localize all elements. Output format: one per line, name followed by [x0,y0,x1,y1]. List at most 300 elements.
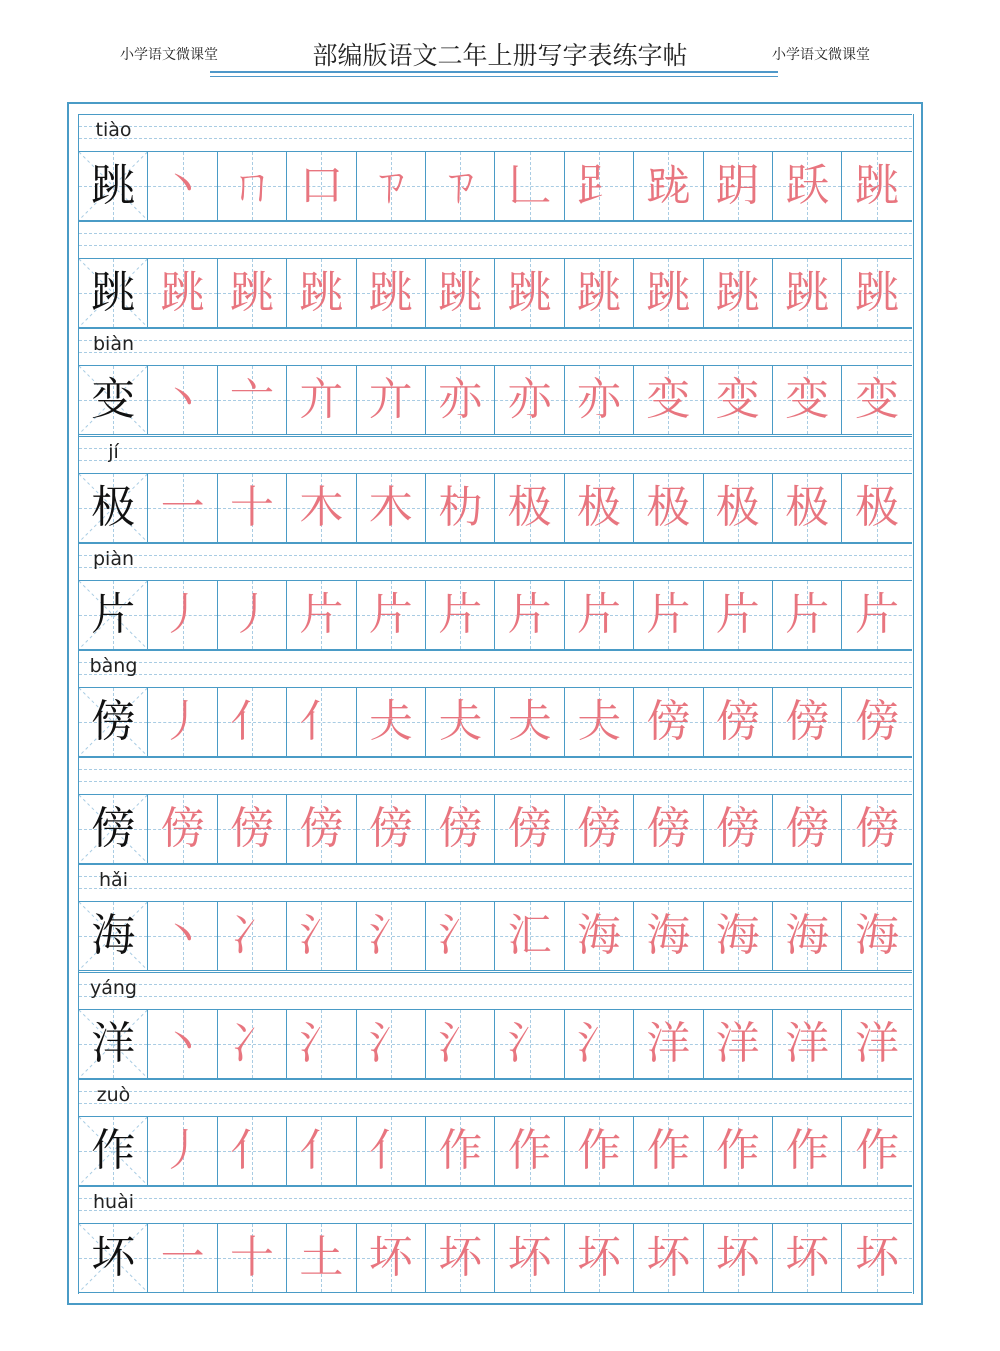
trace-cell [634,152,703,220]
trace-cell [495,1010,564,1078]
trace-cell [565,1117,634,1185]
trace-cell [426,152,495,220]
trace-cell [773,795,842,863]
stroke-step-character: 傍 [785,696,830,747]
stroke-step-character: 亣 [368,374,413,426]
model-character: 海 [91,910,136,962]
trace-cell [426,688,495,756]
stroke-step-character: 丿 [160,588,205,640]
trace-cell [218,366,287,434]
stroke-step-character: ㄗ [438,160,483,211]
trace-cell [148,366,217,434]
stroke-step-character: ㄗ [368,160,413,211]
stroke-step-character: 极 [576,481,621,533]
pinyin-band [79,757,912,794]
trace-cell [634,474,703,542]
practice-row [79,221,912,328]
trace-cell [495,366,564,434]
stroke-step-character: ㄇ [229,160,274,211]
stroke-step-character: 作 [576,1124,621,1176]
stroke-step-character: 极 [855,481,900,533]
trace-cell [148,259,217,327]
trace-cell [148,688,217,756]
title-underline-thin [210,76,778,77]
stroke-step-character: 傍 [160,803,205,855]
stroke-step-character: 海 [715,910,760,962]
trace-cell [773,902,842,970]
model-character-cell [79,581,148,649]
trace-cell [218,259,287,327]
character-cells [79,580,912,650]
stroke-step-character: 跳 [855,267,900,319]
header-left-label: 小学语文微课堂 [120,47,218,63]
model-character: 极 [91,481,136,533]
trace-cell [634,795,703,863]
stroke-step-character: 亣 [299,374,344,426]
trace-cell [495,581,564,649]
trace-cell [842,1010,911,1078]
stroke-step-character: 氵 [368,1017,413,1069]
stroke-step-character: 冫 [229,910,274,962]
stroke-step-character: 傍 [855,803,900,855]
stroke-step-character: 海 [855,910,900,962]
pinyin-band [79,1186,912,1223]
stroke-step-character: 傍 [646,696,691,747]
trace-cell [287,688,356,756]
stroke-step-character: 十 [229,481,274,533]
stroke-step-character: 片 [715,588,760,640]
trace-cell [704,688,773,756]
stroke-step-character: 片 [299,588,344,640]
trace-cell [148,581,217,649]
trace-cell [773,366,842,434]
stroke-step-character: 仧 [438,696,483,747]
character-cells [79,258,912,328]
stroke-step-character: 丿 [229,588,274,640]
trace-cell [357,902,426,970]
stroke-step-character: 傍 [299,803,344,855]
stroke-step-character: 片 [785,588,830,640]
trace-cell [634,902,703,970]
character-cells [79,365,912,435]
trace-cell [357,259,426,327]
stroke-step-character: 傍 [368,803,413,855]
practice-row [79,864,912,971]
trace-cell [634,581,703,649]
model-character-cell [79,795,148,863]
stroke-step-character: 作 [855,1124,900,1176]
stroke-step-character: 木 [299,481,344,533]
stroke-step-character: 跳 [160,267,205,319]
trace-cell [704,795,773,863]
model-character-cell [79,152,148,220]
stroke-step-character: 跳 [368,267,413,319]
stroke-step-character: 片 [438,588,483,640]
model-character-cell [79,688,148,756]
trace-cell [842,1117,911,1185]
trace-cell [773,1224,842,1292]
model-character: 变 [91,374,136,426]
pinyin-label: piàn [92,547,135,570]
trace-cell [565,474,634,542]
stroke-step-character: 坏 [438,1232,483,1283]
trace-cell [565,902,634,970]
stroke-step-character: 坏 [855,1232,900,1283]
practice-row [79,328,912,435]
trace-cell [148,1117,217,1185]
model-character: 跳 [91,267,136,319]
trace-cell [357,1010,426,1078]
trace-cell [773,1117,842,1185]
trace-cell [148,474,217,542]
stroke-step-character: 跀 [715,160,760,211]
trace-cell [495,688,564,756]
stroke-step-character: 海 [576,910,621,962]
stroke-step-character: 洋 [715,1017,760,1069]
trace-cell [287,1010,356,1078]
pinyin-band [79,864,912,901]
stroke-step-character: 跳 [576,267,621,319]
trace-cell [634,1117,703,1185]
pinyin-band [79,650,912,687]
stroke-step-character: 作 [507,1124,552,1176]
character-cells [79,901,912,971]
pinyin-band [79,436,912,473]
trace-cell [842,1224,911,1292]
trace-cell [426,1224,495,1292]
trace-cell [842,902,911,970]
stroke-step-character: 极 [715,481,760,533]
stroke-step-character: 冫 [229,1017,274,1069]
trace-cell [495,474,564,542]
trace-cell [773,581,842,649]
trace-cell [704,1010,773,1078]
trace-cell [287,1117,356,1185]
trace-cell [357,152,426,220]
stroke-step-character: 𨀁 [646,160,691,211]
stroke-step-character: 坏 [715,1232,760,1283]
model-character: 傍 [91,696,136,747]
trace-cell [704,1117,773,1185]
model-character: 洋 [91,1017,136,1069]
pinyin-band [79,328,912,365]
stroke-step-character: 作 [438,1124,483,1176]
trace-cell [842,688,911,756]
trace-cell [495,902,564,970]
model-character-cell [79,1117,148,1185]
stroke-step-character: 跳 [299,267,344,319]
trace-cell [773,474,842,542]
trace-cell [148,795,217,863]
stroke-step-character: 一 [160,481,205,533]
trace-cell [565,259,634,327]
title-underline [210,71,778,73]
stroke-step-character: 作 [785,1124,830,1176]
practice-row [79,543,912,650]
trace-cell [842,152,911,220]
trace-cell [704,1224,773,1292]
trace-cell [218,902,287,970]
trace-cell [842,366,911,434]
trace-cell [495,259,564,327]
practice-sheet [67,102,923,1305]
trace-cell [426,902,495,970]
pinyin-band [79,1079,912,1116]
trace-cell [287,795,356,863]
trace-cell [287,474,356,542]
pinyin-band [79,221,912,258]
stroke-step-character: 极 [785,481,830,533]
stroke-step-character: 极 [646,481,691,533]
character-cells [79,1009,912,1079]
stroke-step-character: 洋 [785,1017,830,1069]
stroke-step-character: 氵 [507,1017,552,1069]
trace-cell [426,259,495,327]
stroke-step-character: 亻 [368,1124,413,1176]
trace-cell [426,795,495,863]
stroke-step-character: 片 [507,588,552,640]
pinyin-label: bàng [89,655,138,677]
stroke-step-character: 坏 [785,1232,830,1283]
model-character-cell [79,1224,148,1292]
practice-row [79,650,912,757]
model-character-cell [79,366,148,434]
trace-cell [842,259,911,327]
stroke-step-character: 氵 [438,1017,483,1069]
stroke-step-character: 氵 [299,1017,344,1069]
stroke-step-character: 片 [646,588,691,640]
trace-cell [495,795,564,863]
stroke-step-character: 亦 [576,374,621,426]
trace-cell [704,152,773,220]
stroke-step-character: 傍 [855,696,900,747]
trace-cell [357,688,426,756]
practice-row [79,757,912,864]
trace-cell [773,688,842,756]
stroke-step-character: 亻 [229,696,274,747]
trace-cell [148,1224,217,1292]
trace-cell [287,259,356,327]
character-cells [79,687,912,757]
stroke-step-character: 亻 [299,696,344,747]
stroke-step-character: 跳 [785,267,830,319]
stroke-step-character: 傍 [646,803,691,855]
stroke-step-character: 跃 [785,160,830,211]
trace-cell [218,1224,287,1292]
trace-cell [495,1224,564,1292]
trace-cell [148,1010,217,1078]
trace-cell [426,1117,495,1185]
stroke-step-character: 海 [646,910,691,962]
trace-cell [218,1117,287,1185]
stroke-step-character: 口 [299,160,344,211]
trace-cell [218,1010,287,1078]
pinyin-band [79,543,912,580]
stroke-step-character: 跳 [715,267,760,319]
trace-cell [148,152,217,220]
model-character-cell [79,902,148,970]
stroke-step-character: 丶 [160,374,205,426]
trace-cell [148,902,217,970]
trace-cell [773,152,842,220]
character-cells [79,151,912,221]
model-character-cell [79,259,148,327]
pinyin-label: biàn [92,333,135,356]
stroke-step-character: 土 [299,1232,344,1283]
character-cells [79,473,912,543]
trace-cell [704,259,773,327]
pinyin-band [79,114,912,151]
character-cells [79,794,912,864]
model-character: 傍 [91,803,136,855]
stroke-step-character: 丿 [160,1124,205,1176]
stroke-step-character: 木 [368,481,413,533]
trace-cell [565,1010,634,1078]
stroke-step-character: 仧 [576,696,621,747]
trace-cell [842,581,911,649]
model-character: 坏 [91,1232,136,1283]
stroke-step-character: 傍 [785,803,830,855]
stroke-step-character: 丶 [160,160,205,211]
stroke-step-character: 亻 [299,1124,344,1176]
stroke-step-character: 亻 [229,1124,274,1176]
trace-cell [287,1224,356,1292]
trace-cell [565,152,634,220]
stroke-step-character: 傍 [438,803,483,855]
model-character-cell [79,474,148,542]
stroke-step-character: 丿 [160,696,205,747]
pinyin-label: hǎi [99,869,128,892]
trace-cell [357,366,426,434]
stroke-step-character: 跳 [646,267,691,319]
stroke-step-character: 极 [507,481,552,533]
stroke-step-character: 片 [368,588,413,640]
stroke-step-character: 一 [160,1232,205,1283]
practice-grid [78,114,914,1294]
pinyin-label: jí [108,440,119,463]
trace-cell [218,474,287,542]
trace-cell [565,1224,634,1292]
stroke-step-character: 片 [576,588,621,640]
pinyin-label: zuò [96,1083,131,1106]
stroke-step-character: 跳 [229,267,274,319]
model-character: 作 [91,1124,136,1176]
stroke-step-character: 丶 [160,1017,205,1069]
stroke-step-character: 傍 [576,803,621,855]
stroke-step-character: 变 [715,374,760,426]
stroke-step-character: 跳 [855,160,900,211]
trace-cell [287,581,356,649]
trace-cell [287,366,356,434]
trace-cell [495,1117,564,1185]
trace-cell [704,581,773,649]
trace-cell [565,688,634,756]
stroke-step-character: 傍 [715,696,760,747]
trace-cell [565,581,634,649]
practice-row [79,1186,912,1293]
stroke-step-character: 片 [855,588,900,640]
trace-cell [495,152,564,220]
character-cells [79,1223,912,1293]
trace-cell [842,474,911,542]
trace-cell [704,902,773,970]
stroke-step-character: 丶 [160,910,205,962]
stroke-step-character: 𠃊 [507,160,552,211]
stroke-step-character: 作 [646,1124,691,1176]
stroke-step-character: 坏 [507,1232,552,1283]
trace-cell [218,795,287,863]
model-character: 跳 [91,160,136,211]
pinyin-label: huài [92,1191,134,1213]
pinyin-label: tiào [95,119,132,141]
stroke-step-character: 洋 [646,1017,691,1069]
trace-cell [218,152,287,220]
trace-cell [287,902,356,970]
model-character: 片 [91,588,136,640]
trace-cell [357,581,426,649]
practice-row [79,972,912,1079]
trace-cell [218,581,287,649]
character-cells [79,1116,912,1186]
stroke-step-character: 傍 [715,803,760,855]
trace-cell [426,366,495,434]
page-title: 部编版语文二年上册写字表练字帖 [312,41,688,70]
trace-cell [704,474,773,542]
stroke-step-character: 朸 [438,481,483,533]
stroke-step-character: 傍 [229,803,274,855]
trace-cell [218,688,287,756]
trace-cell [634,259,703,327]
trace-cell [357,474,426,542]
trace-cell [357,1117,426,1185]
stroke-step-character: 跳 [507,267,552,319]
stroke-step-character: 汇 [507,910,552,962]
stroke-step-character: 氵 [368,910,413,962]
trace-cell [357,795,426,863]
stroke-step-character: 亠 [229,374,274,426]
stroke-step-character: 坏 [646,1232,691,1283]
trace-cell [634,688,703,756]
stroke-step-character: 氵 [576,1017,621,1069]
pinyin-label: yáng [90,976,137,999]
stroke-step-character: 十 [229,1232,274,1283]
stroke-step-character: 坏 [576,1232,621,1283]
trace-cell [565,366,634,434]
trace-cell [426,474,495,542]
trace-cell [842,795,911,863]
trace-cell [773,1010,842,1078]
stroke-step-character: 变 [646,374,691,426]
stroke-step-character: 𧾷 [576,160,621,211]
trace-cell [634,1010,703,1078]
trace-cell [634,366,703,434]
stroke-step-character: 仧 [368,696,413,747]
stroke-step-character: 变 [785,374,830,426]
stroke-step-character: 变 [855,374,900,426]
stroke-step-character: 作 [715,1124,760,1176]
stroke-step-character: 氵 [438,910,483,962]
trace-cell [634,1224,703,1292]
pinyin-band [79,972,912,1009]
stroke-step-character: 洋 [855,1017,900,1069]
trace-cell [704,366,773,434]
stroke-step-character: 亦 [507,374,552,426]
stroke-step-character: 仧 [507,696,552,747]
header-right-label: 小学语文微课堂 [772,47,870,63]
practice-row [79,436,912,543]
practice-row [79,114,912,221]
trace-cell [287,152,356,220]
